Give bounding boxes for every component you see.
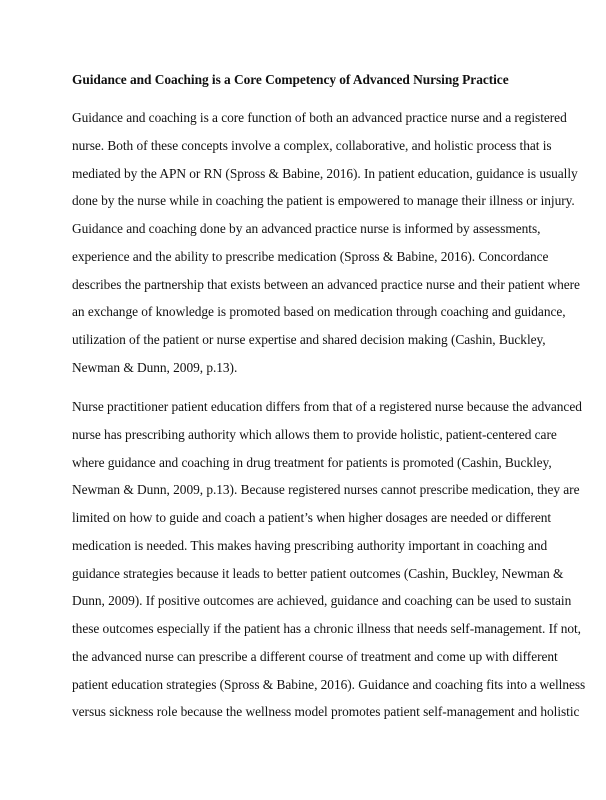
text-line: medication is needed. This makes having prescribing authority important in coaching and — [72, 537, 548, 553]
text-line: Nurse practitioner patient education differs from that of a registered nurse because the advanced — [72, 399, 582, 414]
text-line: describes the partnership that exists between an advanced practice nurse and their patient where — [72, 276, 580, 292]
text-line: Guidance and coaching is a core function of both an advanced practice nurse and a registered — [72, 110, 567, 125]
text-line: utilization of the patient or nurse expertise and shared decision making (Cashin, Buckley, — [72, 332, 546, 347]
document-title: Guidance and Coaching is a Core Competency of Advanced Nursing Practice — [72, 72, 509, 87]
text-line: Newman & Dunn, 2009, p.13). Because registered nurses cannot prescribe medication, they are — [72, 482, 580, 498]
paragraph-1 — [72, 104, 580, 382]
text-line: an exchange of knowledge is promoted based on medication through coaching and guidance, — [72, 304, 566, 320]
text-line: nurse has prescribing authority which allows them to provide holistic, patient-centered care — [72, 426, 557, 442]
paragraph-2 — [72, 393, 586, 726]
text-line: done by the nurse while in coaching the patient is empowered to manage their illness or injury. — [72, 193, 575, 209]
text-line: experience and the ability to prescribe medication (Spross & Babine, 2016). Concordance — [72, 248, 549, 264]
text-line: limited on how to guide and coach a patient’s when higher dosages are needed or different — [72, 510, 552, 525]
text-line: Newman & Dunn, 2009, p.13). — [72, 359, 238, 375]
text-line: mediated by the APN or RN (Spross & Babine, 2016). In patient education, guidance is usually — [72, 165, 578, 181]
text-line: the advanced nurse can prescribe a different course of treatment and come up with different — [72, 648, 558, 664]
text-line: these outcomes especially if the patient has a chronic illness that needs self-management. If not, — [72, 621, 581, 636]
text-line: patient education strategies (Spross & Babine, 2016). Guidance and coaching fits into a wellness — [72, 676, 586, 692]
text-line: Guidance and coaching done by an advanced practice nurse is informed by assessments, — [72, 221, 541, 236]
text-line: nurse. Both of these concepts involve a complex, collaborative, and holistic process that is — [72, 137, 552, 153]
text-line: where guidance and coaching in drug treatment for patients is promoted (Cashin, Buckley, — [72, 454, 552, 470]
text-line: versus sickness role because the wellness model promotes patient self-management and holistic — [72, 704, 580, 720]
text-line: guidance strategies because it leads to better patient outcomes (Cashin, Buckley, Newman & — [72, 565, 564, 581]
text-line: Dunn, 2009). If positive outcomes are achieved, guidance and coaching can be used to sustain — [72, 593, 572, 609]
